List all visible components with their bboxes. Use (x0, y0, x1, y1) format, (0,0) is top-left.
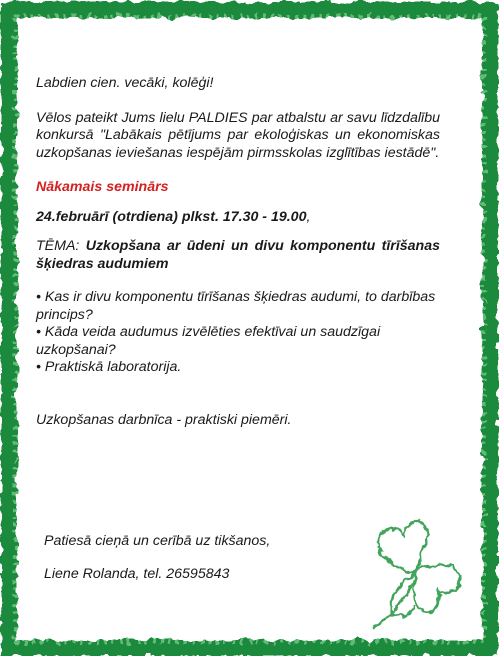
signature-line: Liene Rolanda, tel. 26595843 (44, 566, 230, 582)
seminar-date-text: 24.februārī (otrdiena) plkst. 17.30 - 19.00 (36, 208, 307, 225)
seminar-date (36, 209, 440, 227)
topic-label: TĒMA: (36, 238, 86, 254)
list-item: • Kas ir divu komponentu tīrīšanas šķiedras audumi, to darbības princips? (36, 289, 436, 323)
seminar-topic (36, 238, 440, 273)
topic-text: Uzkopšana ar ūdeni un divu komponentu tīrīšanas šķiedras audumiem (36, 238, 440, 272)
next-seminar-heading: Nākamais seminārs (36, 179, 169, 195)
shamrock-icon (360, 508, 472, 638)
workshop-line: Uzkopšanas darbnīca - praktiski piemēri. (36, 411, 292, 428)
topic-bullet-list (36, 289, 440, 377)
greeting: Labdien cien. vecāki, kolēģi! (36, 75, 214, 91)
seminar-date-comma: , (306, 208, 311, 225)
closing-line: Patiesā cieņā un cerībā uz tikšanos, (44, 533, 271, 549)
thanks-paragraph: Vēlos pateikt Jums lielu PALDIES par atbalstu ar savu līdzdalību konkursā "Labākais pētījums par ekoloģiskas un ekonomiskas uzkopšanas ieviešanas iespējām pirmsskolas izglītības iestādē". (36, 109, 440, 161)
list-item: • Kāda veida audumus izvēlēties efektīvai un saudzīgai uzkopšanai? (36, 324, 381, 358)
letter-body (36, 75, 440, 429)
list-item: • Praktiskā laboratorija. (36, 359, 182, 375)
